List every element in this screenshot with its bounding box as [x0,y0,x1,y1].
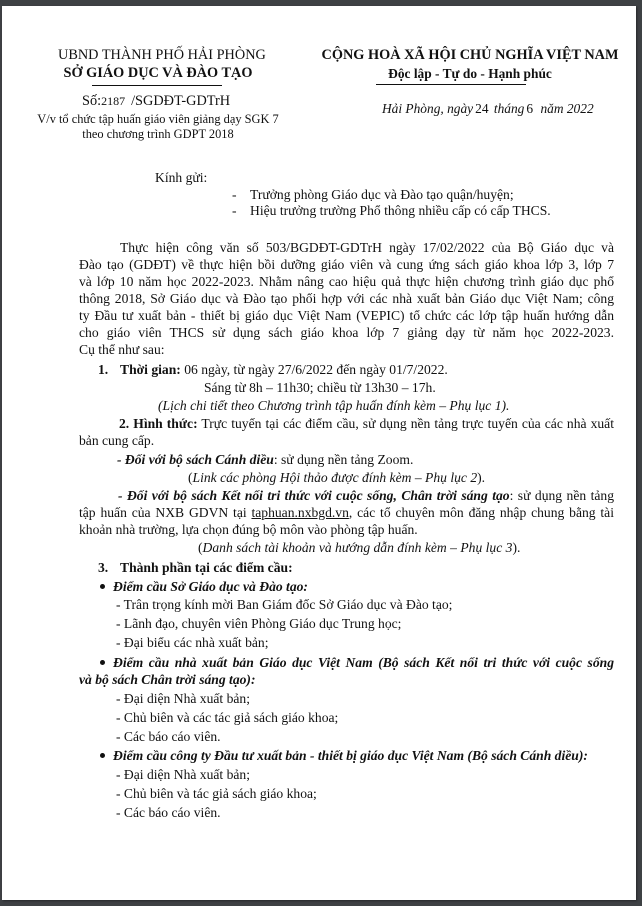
date-place: Hải Phòng, ngày [382,101,474,116]
canh-dieu-line [117,451,413,468]
number-prefix: Số: [82,93,102,109]
section-1-note: (Lịch chi tiết theo Chương trình tập huấn đính kèm – Phụ lục 1). [158,398,510,413]
paren: ( [188,470,193,485]
intro-line: Cụ thể như sau: [79,342,165,357]
date-month-label: tháng [493,101,525,116]
intro-line: thông 2018, Sở Giáo dục và Đào tạo phối hợp với các nhà xuất bản Giáo dục Việt Nam; công [79,291,614,306]
group-item: - Trân trọng kính mời Ban Giám đốc Sở Giáo dục và Đào tạo; [116,597,453,612]
section-2-line: bản cung cấp. [79,433,155,448]
bullet-icon [100,753,105,758]
group-item: - Chủ biên và các tác giả sách giáo khoa; [116,710,339,725]
issuing-authority: UBND THÀNH PHỐ HẢI PHÒNG [58,47,266,63]
date-year: năm 2022 [540,101,594,116]
kntt-text: tập huấn của NXB GDVN tại [79,505,252,520]
group-item: - Đại diện Nhà xuất bản; [116,691,251,706]
kntt-text: : sử dụng nền tảng [509,488,615,503]
nation-title: CỘNG HOÀ XÃ HỘI CHỦ NGHĨA VIỆT NAM [321,47,619,63]
number-value: 2187 [101,94,126,108]
group-item: - Lãnh đạo, chuyên viên Phòng Giáo dục Trung học; [116,616,402,631]
issuing-department: SỞ GIÁO DỤC VÀ ĐÀO TẠO [63,65,253,81]
motto-underline [376,84,526,85]
document-number [82,93,230,110]
group-title-text: Điểm cầu nhà xuất bản Giáo dục Việt Nam (Bộ sách Kết nối tri thức với cuộc sống [113,655,614,670]
bullet-icon [100,584,105,589]
note-text: Link các phòng Hội thảo được đính kèm – Phụ lục 2 [192,470,478,485]
section-1-hours: Sáng từ 8h – 11h30; chiều từ 13h30 – 17h. [204,380,436,395]
recipient-item: - Hiệu trưởng trường Phổ thông nhiều cấp có cấp THCS. [232,203,551,218]
group-title [100,654,614,671]
intro-line: ty Đầu tư xuất bản - thiết bị giáo dục Việt Nam (VEPIC) tổ chức các lớp tập huấn hướng dẫn [79,308,614,323]
canh-dieu-label: - Đối với bộ sách Cánh diều [117,452,274,467]
group-title-text: Điểm cầu công ty Đầu tư xuất bản - thiết bị giáo dục Việt Nam (Bộ sách Cánh diều): [113,748,588,763]
group-item: - Chủ biên và tác giả sách giáo khoa; [116,786,317,801]
group-title-text: Điểm cầu Sở Giáo dục và Đào tạo: [113,579,308,594]
section-text: Trực tuyến tại các điểm cầu, sử dụng nền tảng trực tuyến của các nhà xuất [197,416,614,431]
document-page [2,6,636,900]
section-1-time [98,361,448,378]
group-item: - Các báo cáo viên. [116,729,221,744]
recipients-label: Kính gửi: [155,170,208,185]
place-date [382,101,594,117]
taphuan-link[interactable]: taphuan.nxbgd.vn [251,505,349,520]
kntt-note [198,539,520,556]
paren: ). [512,540,521,555]
section-label: Thời gian: [120,362,181,377]
recipient-text: Hiệu trưởng trường Phổ thông nhiều cấp có cấp THCS. [250,203,551,218]
group-title [100,747,588,764]
subject-line-2: theo chương trình GDPT 2018 [82,127,234,141]
subject-line-1: V/v tổ chức tập huấn giáo viên giảng dạy SGK 7 [37,112,279,126]
bullet-icon [100,660,105,665]
canh-dieu-note [188,469,485,486]
recipient-item: - Trưởng phòng Giáo dục và Đào tạo quận/huyện; [232,187,514,202]
section-number: 2. [119,416,130,431]
intro-line: cho giáo viên THCS sử dụng sách giáo khoa lớp 7 giảng dạy từ năm học 2022-2023. [79,325,614,340]
intro-line: và lớp 10 năm học 2022-2023. Nhằm nâng cao hiệu quả thực hiện chương trình giáo dục phổ [79,274,614,289]
section-number: 1. [98,362,109,377]
kntt-line [79,504,614,521]
department-underline [92,85,222,86]
group-item: - Các báo cáo viên. [116,805,221,820]
intro-line: Đào tạo (GDĐT) về thực hiện bồi dưỡng giáo viên và cung ứng sách giáo khoa lớp 3, lớp 7 [79,257,614,272]
kntt-label: - Đối với bộ sách Kết nối tri thức với cuộc sống, Chân trời sáng tạo [118,488,510,503]
kntt-line: khoản nhà trường, lựa chọn đúng bộ môn vào phòng tập huấn. [79,522,418,537]
section-3-heading [98,559,293,576]
date-day: 24 [475,101,489,116]
date-month: 6 [526,101,534,116]
section-number: 3. [98,560,109,575]
kntt-text: , các tổ chuyên môn đăng nhập chung bằng tài [348,505,614,520]
section-text: 06 ngày, từ ngày 27/6/2022 đến ngày 01/7/2022. [180,362,448,377]
number-suffix: /SGDĐT-GDTrH [131,93,231,109]
intro-line: Thực hiện công văn số 503/BGDĐT-GDTrH ngày 17/02/2022 của Bộ Giáo dục và [120,240,614,255]
section-2-line [119,415,614,432]
canh-dieu-text: : sử dụng nền tảng Zoom. [273,452,414,467]
group-item: - Đại diện Nhà xuất bản; [116,767,251,782]
kntt-line [118,487,614,504]
section-label: Thành phần tại các điểm cầu: [120,560,293,575]
group-title [100,578,308,595]
group-title-cont: và bộ sách Chân trời sáng tạo): [79,672,256,687]
nation-motto: Độc lập - Tự do - Hạnh phúc [388,66,552,81]
paren: ( [198,540,203,555]
recipient-text: Trưởng phòng Giáo dục và Đào tạo quận/huyện; [250,187,514,202]
group-item: - Đại biểu các nhà xuất bản; [116,635,269,650]
paren: ). [477,470,486,485]
section-label: Hình thức: [133,416,198,431]
note-text: Danh sách tài khoản và hướng dẫn đính kèm – Phụ lục 3 [202,540,513,555]
